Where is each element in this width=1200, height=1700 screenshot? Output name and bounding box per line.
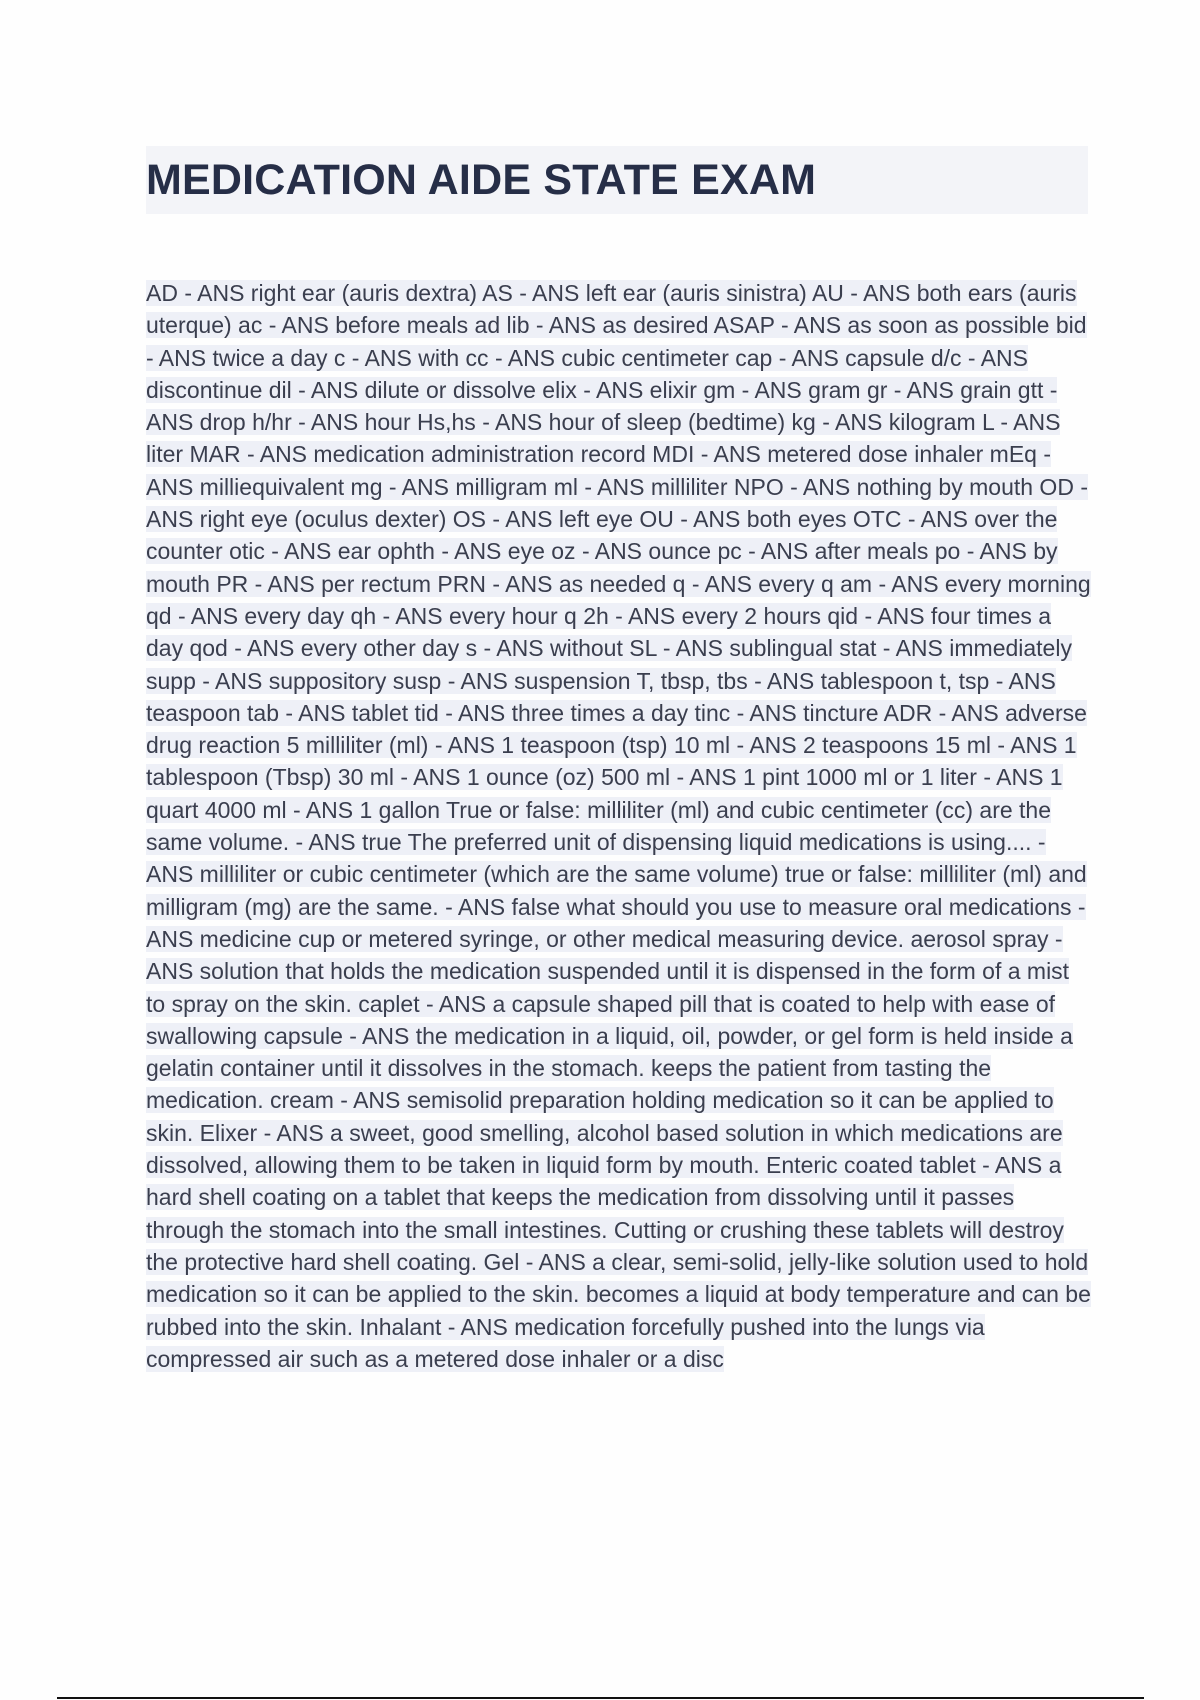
page-title: MEDICATION AIDE STATE EXAM [146, 156, 817, 204]
body-text: AD - ANS right ear (auris dextra) AS - ANS left ear (auris sinistra) AU - ANS both ears (auris uterque) ac - ANS before meals ad lib - ANS as desired ASAP - ANS as soon as possible bid - ANS twice a day c - ANS with cc - ANS cubic centimeter cap - ANS capsule d/c - ANS discontinue dil - ANS dilute or dissolve elix - ANS elixir gm - ANS gram gr - ANS grain gtt - ANS drop h/hr - ANS hour Hs,hs - ANS hour of sleep (bedtime) kg - ANS kilogram L - ANS liter MAR - ANS medication administration record MDI - ANS metered dose inhaler mEq - ANS milliequivalent mg - ANS milligram ml - ANS milliliter NPO - ANS nothing by mouth OD - ANS right eye (oculus dexter) OS - ANS left eye OU - ANS both eyes OTC - ANS over the counter otic - ANS ear ophth - ANS eye oz - ANS ounce pc - ANS after meals po - ANS by mouth PR - ANS per rectum PRN - ANS as needed q - ANS every q am - ANS every morning qd - ANS every day qh - ANS every hour q 2h - ANS every 2 hours qid - ANS four times a day qod - ANS every other day s - ANS without SL - ANS sublingual stat - ANS immediately supp - ANS suppository susp - ANS suspension T, tbsp, tbs - ANS tablespoon t, tsp - ANS teaspoon tab - ANS tablet tid - ANS three times a day tinc - ANS tincture ADR - ANS adverse drug reaction 5 milliliter (ml) - ANS 1 teaspoon (tsp) 10 ml - ANS 2 teaspoons 15 ml - ANS 1 tablespoon (Tbsp) 30 ml - ANS 1 ounce (oz) 500 ml - ANS 1 pint 1000 ml or 1 liter - ANS 1 quart 4000 ml - ANS 1 gallon True or false: milliliter (ml) and cubic centimeter (cc) are the same volume. - ANS true The preferred unit of dispensing liquid medications is using.... - ANS milliliter or cubic centimeter (which are the same volume) true or false: milliliter (ml) and milligram (mg) are the same. - ANS false what should you use to measure oral medications - ANS medicine cup or metered syringe, or other medical measuring device. aerosol spray - ANS solution that holds the medication suspended until it is dispensed in the form of a mist to spray on the skin. caplet - ANS a capsule shaped pill that is coated to help with ease of swallowing capsule - ANS the medication in a liquid, oil, powder, or gel form is held inside a gelatin container until it dissolves in the stomach. keeps the patient from tasting the medication. cream - ANS semisolid preparation holding medication so it can be applied to skin. Elixer - ANS a sweet, good smelling, alcohol based solution in which medications are dissolved, allowing them to be taken in liquid form by mouth. Enteric coated tablet - ANS a hard shell coating on a tablet that keeps the medication from dissolving until it passes through the stomach into the small intestines. Cutting or crushing these tablets will destroy the protective hard shell coating. Gel - ANS a clear, semi-solid, jelly-like solution used to hold medication so it can be applied to the skin. becomes a liquid at body temperature and can be rubbed into the skin. Inhalant - ANS medication forcefully pushed into the lungs via compressed air such as a metered dose inhaler or a disc [146, 280, 1091, 1372]
footer-divider [57, 1697, 1144, 1699]
body-paragraph [146, 277, 1091, 1375]
title-block [146, 146, 1088, 214]
